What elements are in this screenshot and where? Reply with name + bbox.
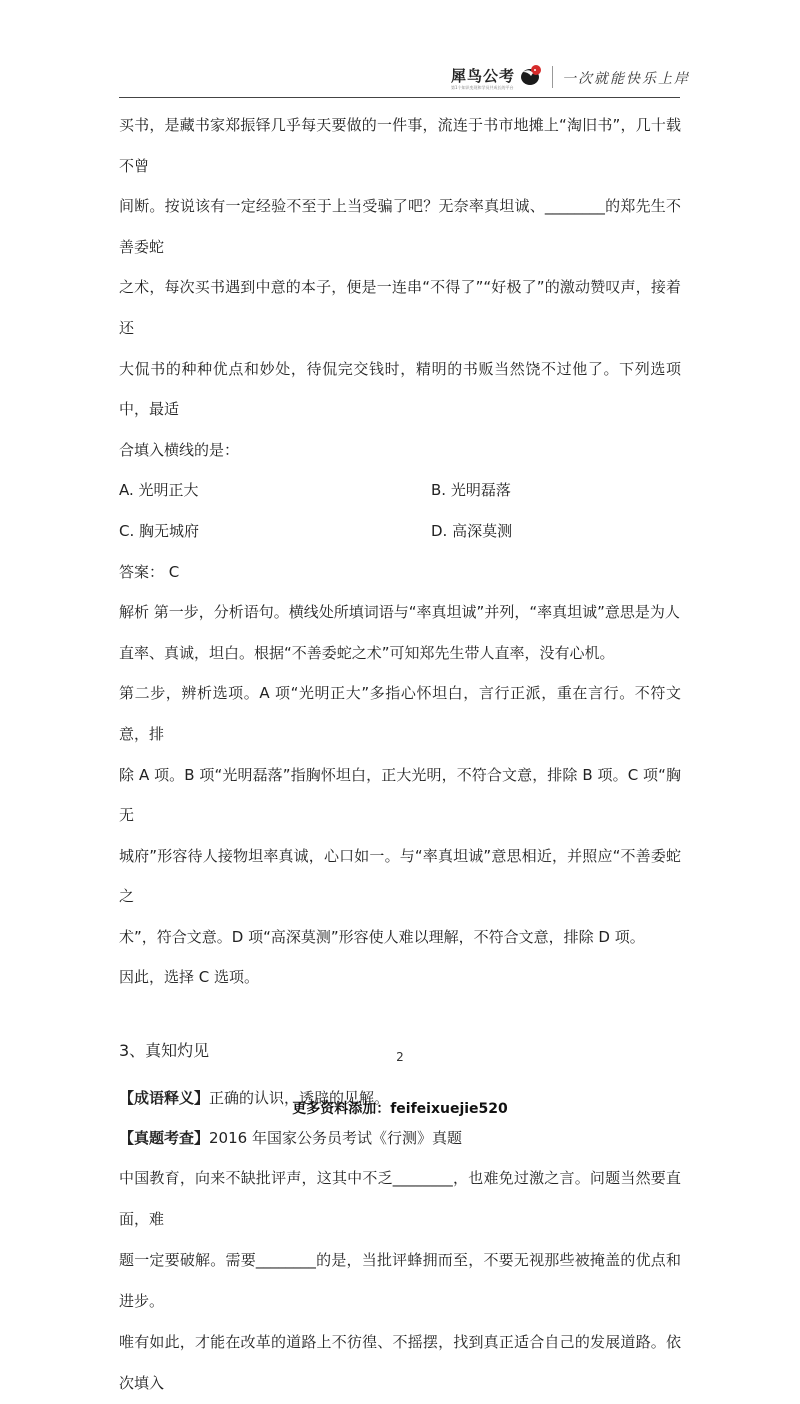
brand-name: 犀鸟公考 [451, 66, 516, 85]
question-stem-line: 买书，是藏书家郑振铎几乎每天要做的一件事，流连于书市地摊上“淘旧书”，几十载不曾 [119, 116, 681, 175]
idiom-meaning-tag: 【成语释义】 [119, 1089, 210, 1108]
answer-options [119, 470, 681, 551]
question-stem-line: 间断。按说该有一定经验不至于上当受骗了吧？无奈率真坦诚、________的郑先生不善委蛇 [119, 197, 681, 256]
brand-logo [451, 64, 543, 86]
exam-source-text: 2016 年国家公务员考试《行测》真题 [209, 1129, 462, 1148]
question-stem-line: 合填入横线的是： [119, 440, 240, 459]
question-body-line: 唯有如此，才能在改革的道路上不彷徨、不摇摆，找到真正适合自己的发展道路。依次填入 [119, 1333, 681, 1393]
question-stem-line: 大侃书的种种优点和妙处，待侃完交钱时，精明的书贩当然饶不过他了。下列选项中，最适 [119, 359, 681, 419]
footer-note: 更多资料添加：feifeixuejie520 [292, 1101, 508, 1117]
hornbill-bird-icon [519, 64, 543, 86]
page-header [119, 58, 690, 98]
analysis-line: 城府”形容待人接物坦率真诚，心口如一。与“率真坦诚”意思相近，并照应“不善委蛇之 [119, 846, 681, 906]
brand-subtitle: 第1个知识变现和学员共成长的平台 [451, 85, 514, 90]
option-c: C. 胸无城府 [119, 521, 200, 540]
answer-line: 答案： C [119, 562, 180, 581]
analysis-line: 直率、真诚，坦白。根据“不善委蛇之术”可知郑先生带人直率，没有心机。 [119, 643, 615, 662]
header-divider [552, 66, 553, 88]
analysis-line: 术”，符合文意。D 项“高深莫测”形容使人难以理解，不符合文意，排除 D 项。 [119, 927, 645, 946]
question-stem-line: 之术，每次买书遇到中意的本子，便是一连串“不得了”“好极了”的激动赞叹声，接着还 [119, 278, 681, 337]
section-heading: 3、真知灼见 [119, 1041, 210, 1061]
question-body-line: 中国教育，向来不缺批评声，这其中不乏________，也难免过激之言。问题当然要直面，难 [119, 1169, 681, 1229]
idiom-meaning-text: 正确的认识，透辟的见解。 [209, 1089, 390, 1108]
header-rule [119, 97, 680, 98]
option-a: A. 光明正大 [119, 481, 199, 500]
brand-slogan: 一次就能快乐上岸 [562, 71, 690, 87]
analysis-line: 除 A 项。B 项“光明磊落”指胸怀坦白，正大光明，不符合文意，排除 B 项。C 项“胸无 [119, 765, 681, 825]
page-content [119, 105, 681, 1404]
exam-source-tag: 【真题考查】 [119, 1129, 210, 1148]
analysis-line: 解析 第一步，分析语句。横线处所填词语与“率真坦诚”并列，“率真坦诚”意思是为人 [119, 603, 680, 622]
option-d: D. 高深莫测 [431, 521, 513, 540]
exam-source [119, 1118, 681, 1158]
analysis-line: 因此，选择 C 选项。 [119, 968, 260, 987]
page-number: 2 [396, 1050, 404, 1064]
question-body-line: 题一定要破解。需要________的是，当批评蜂拥而至，不要无视那些被掩盖的优点和进步。 [119, 1251, 681, 1311]
analysis-line: 第二步，辨析选项。A 项“光明正大”多指心怀坦白，言行正派，重在言行。不符文意，排 [119, 684, 681, 743]
option-b: B. 光明磊落 [431, 481, 511, 500]
